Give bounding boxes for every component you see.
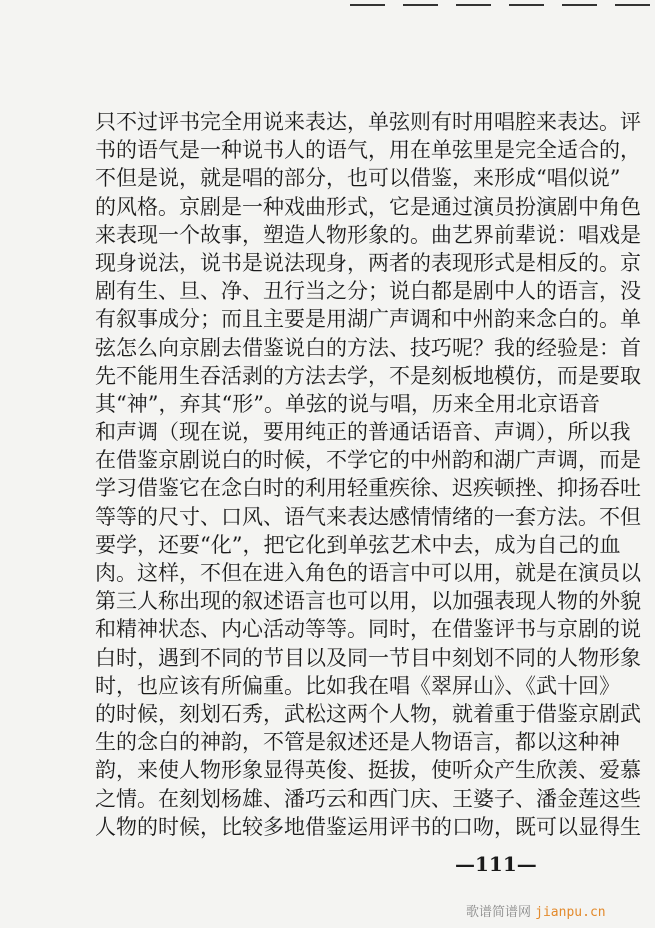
text-line: 的风格。京剧是一种戏曲形式，它是通过演员扮演剧中角色 — [95, 194, 641, 219]
watermark-cn: 歌谱简谱网 — [466, 905, 532, 920]
text-line: 其“神”，弃其“形”。单弦的说与唱，历来全用北京语音 — [95, 391, 600, 416]
top-edge-marks — [350, 4, 650, 10]
text-line: 之情。在刻划杨雄、潘巧云和西门庆、王婆子、潘金莲这些 — [95, 786, 641, 811]
text-line: 生的念白的神韵，不管是叙述还是人物语言，都以这种神 — [95, 730, 620, 755]
text-line: 学习借鉴它在念白时的利用轻重疾徐、迟疾顿挫、抑扬吞吐 — [95, 476, 641, 501]
text-line: 不但是说，就是唱的部分，也可以借鉴，来形成“唱似说” — [95, 166, 621, 191]
text-line: 要学，还要“化”，把它化到单弦艺术中去，成为自己的血 — [95, 532, 621, 557]
text-line: 等等的尺寸、口风、语气来表达感情情绪的一套方法。不但 — [95, 504, 641, 529]
text-line: 书的语气是一种说书人的语气，用在单弦里是完全适合的， — [95, 138, 641, 163]
text-line: 韵，来使人物形象显得英俊、挺拔，使听众产生欣羡、爱慕 — [95, 758, 641, 783]
text-line: 和精神状态、内心活动等等。同时，在借鉴评书与京剧的说 — [95, 617, 641, 642]
page-number: —111— — [455, 852, 537, 876]
text-line: 剧有生、旦、净、丑行当之分；说白都是剧中人的语言，没 — [95, 279, 641, 304]
text-line: 现身说法，说书是说法现身，两者的表现形式是相反的。京 — [95, 250, 641, 275]
text-line: 先不能用生吞活剥的方法去学，不是刻板地模仿，而是要取 — [95, 363, 641, 388]
body-text — [95, 108, 641, 841]
text-line: 弦怎么向京剧去借鉴说白的方法、技巧呢？我的经验是：首 — [95, 335, 641, 360]
text-line: 和声调（现在说，要用纯正的普通话语音、声调），所以我 — [95, 420, 631, 445]
text-line: 肉。这样，不但在进入角色的语言中可以用，就是在演员以 — [95, 561, 641, 585]
text-line: 人物的时候，比较多地借鉴运用评书的口吻，既可以显得生 — [95, 814, 641, 839]
text-line: 来表现一个故事，塑造人物形象的。曲艺界前辈说：唱戏是 — [95, 222, 641, 247]
text-line: 的时候，刻划石秀，武松这两个人物，就着重于借鉴京剧武 — [95, 701, 641, 726]
watermark — [466, 905, 606, 921]
text-line: 第三人称出现的叙述语言也可以用，以加强表现人物的外貌 — [95, 589, 641, 614]
text-line: 时，也应该有所偏重。比如我在唱《翠屏山》、《武十回》 — [95, 673, 620, 698]
text-line: 在借鉴京剧说白的时候，不学它的中州韵和湖广声调，而是 — [95, 448, 641, 473]
text-line: 有叙事成分；而且主要是用湖广声调和中州韵来念白的。单 — [95, 307, 641, 332]
text-line: 只不过评书完全用说来表达，单弦则有时用唱腔来表达。评 — [95, 110, 641, 134]
text-line: 白时，遇到不同的节目以及同一节目中刻划不同的人物形象 — [95, 645, 641, 670]
watermark-en: jianpu.cn — [535, 905, 606, 920]
